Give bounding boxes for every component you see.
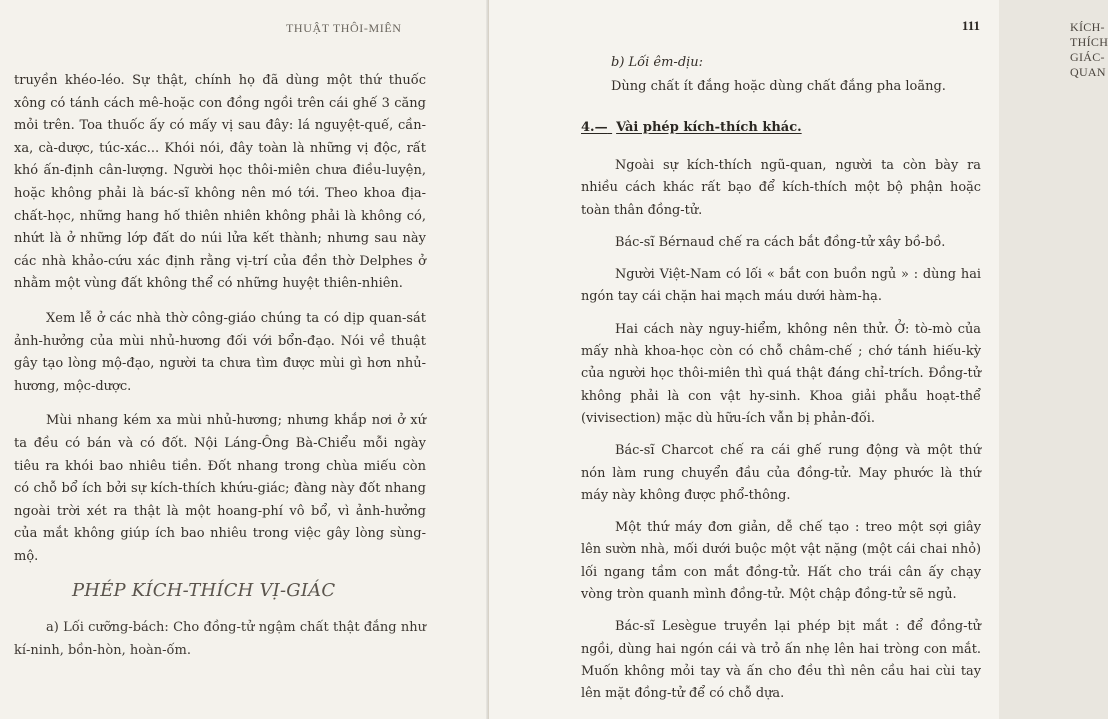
right-intro-item-title: b) Lối êm-dịu: bbox=[611, 55, 704, 70]
right-paragraph-2: Bác-sĩ Bérnaud chế ra cách bắt đồng-tử xây bồ-bồ. bbox=[615, 234, 946, 250]
right-paragraph-6: Một thứ máy đơn giản, dễ chế tạo : treo một sợi giây lên sườn nhà, mối dưới buộc một vật nặng (một cái chai nhỏ) lối ngang tầm con mắt đồng-tử. Hất cho trái cân ấy chạy vòng tròn quanh mình đồng-tử. Một chập đồng-tử sẽ ngủ. bbox=[581, 520, 981, 603]
left-footer-paragraph: a) Lối cưỡng-bách: Cho đồng-tử ngậm chất thật đắng như kí-ninh, bồn-hòn, hoàn-ốm. bbox=[14, 620, 426, 659]
right-paragraph-3: Người Việt-Nam có lối « bắt con buồn ngủ » : dùng hai ngón tay cái chặn hai mạch máu dưới hàm-hạ. bbox=[581, 267, 981, 305]
right-paragraph-5: Bác-sĩ Charcot chế ra cái ghế rung động và một thứ nón làm rung chuyển đầu của đồng-tử. May phước là thứ máy này không được phổ-thông. bbox=[581, 443, 981, 503]
right-section-heading bbox=[581, 118, 981, 138]
left-paragraph-1: truyền khéo-léo. Sự thật, chính họ đã dùng một thứ thuốc xông có tánh cách mê-hoặc con đồng ngồi trên cái ghế 3 căng mỏi trên. Toa thuốc ấy có mấy vị sau đây: lá nguyệt-quế, cần-xa, cà-dược, túc-xác... Khói nói, đây toàn là những vị độc, rất khó ấn-định cân-lượng. Người học thôi-miên chưa điều-luyện, hoặc không phải là bác-sĩ không nên mó tới. Theo khoa địa-chất-học, những hang hố thiên nhiên không phải là không có, nhứt là ở những lớp đất do núi lửa kết thành; nhưng sau này các nhà khảo-cứu xác định rằng vị-trí của đền thờ Delphes ở nhằm một vùng đất không thể có những huyệt thiên-nhiên. bbox=[14, 73, 426, 292]
right-section-title: Vài phép kích-thích khác. bbox=[616, 120, 802, 135]
left-paragraph-3: Mùi nhang kém xa mùi nhủ-hương; nhưng khắp nơi ở xứ ta đều có bán và có đốt. Nội Láng-Ông Bà-Chiểu mỗi ngày tiêu ra khói bao nhiêu tiền. Đốt nhang trong chùa miếu còn có chỗ bổ ích bởi sự kích-thích khứu-giác; đàng này đốt nhang ngoài trời xét ra thật là một hoang-phí vô bổ, vì ảnh-hưởng của mắt không giúp ích bao nhiêu trong việc gây lòng sùng-mộ. bbox=[14, 413, 426, 564]
left-section-heading: PHÉP KÍCH-THÍCH VỊ-GIÁC bbox=[72, 580, 336, 602]
right-paragraph-4: Hai cách này nguy-hiểm, không nên thử. Ở: tò-mò của mấy nhà khoa-học còn có chỗ châm-chế ; chớ tánh hiếu-kỳ của người học thôi-miên thì quá thật đáng chỉ-trích. Đồng-tử không phải là con vật hy-sinh. Khoa giải phẫu hoạt-thể (vivisection) mặc dù hữu-ích vẫn bị phản-đối. bbox=[581, 321, 981, 426]
right-section-number: 4.— bbox=[581, 120, 608, 135]
left-running-head: THUẬT THÔI-MIÊN bbox=[286, 21, 402, 35]
left-text-block bbox=[14, 70, 426, 662]
right-paragraph-7: Bác-sĩ Lesègue truyền lại phép bịt mắt : để đồng-tử ngồi, dùng hai ngón cái và trỏ ấn nhẹ lên hai tròng con mắt. Muốn không mỏi tay và ấn cho đều thì nên cầu hai cùi tay lên mặt đồng-tử để có chỗ dựa. bbox=[581, 619, 981, 702]
right-paragraph-1: Ngoài sự kích-thích ngũ-quan, người ta còn bày ra nhiều cách khác rất bạo để kích-thích một bộ phận hoặc toàn thân đồng-tử. bbox=[581, 158, 981, 218]
right-page-number: 111 bbox=[961, 18, 980, 33]
left-paragraph-2: Xem lễ ở các nhà thờ công-giáo chúng ta có dịp quan-sát ảnh-hưởng của mùi nhủ-hương đối với bổn-đạo. Nói về thuật gây tạo lòng mộ-đạo, người ta chưa tìm được mùi gì hơn nhủ-hương, mộc-dược. bbox=[14, 310, 426, 394]
right-running-head: KÍCH-THÍCH GIÁC-QUAN bbox=[1070, 20, 1108, 79]
right-intro-item-text: Dùng chất ít đắng hoặc dùng chất đắng pha loãng. bbox=[611, 79, 946, 94]
right-text-block bbox=[581, 52, 981, 706]
right-page bbox=[488, 0, 1108, 719]
left-page bbox=[0, 0, 488, 719]
